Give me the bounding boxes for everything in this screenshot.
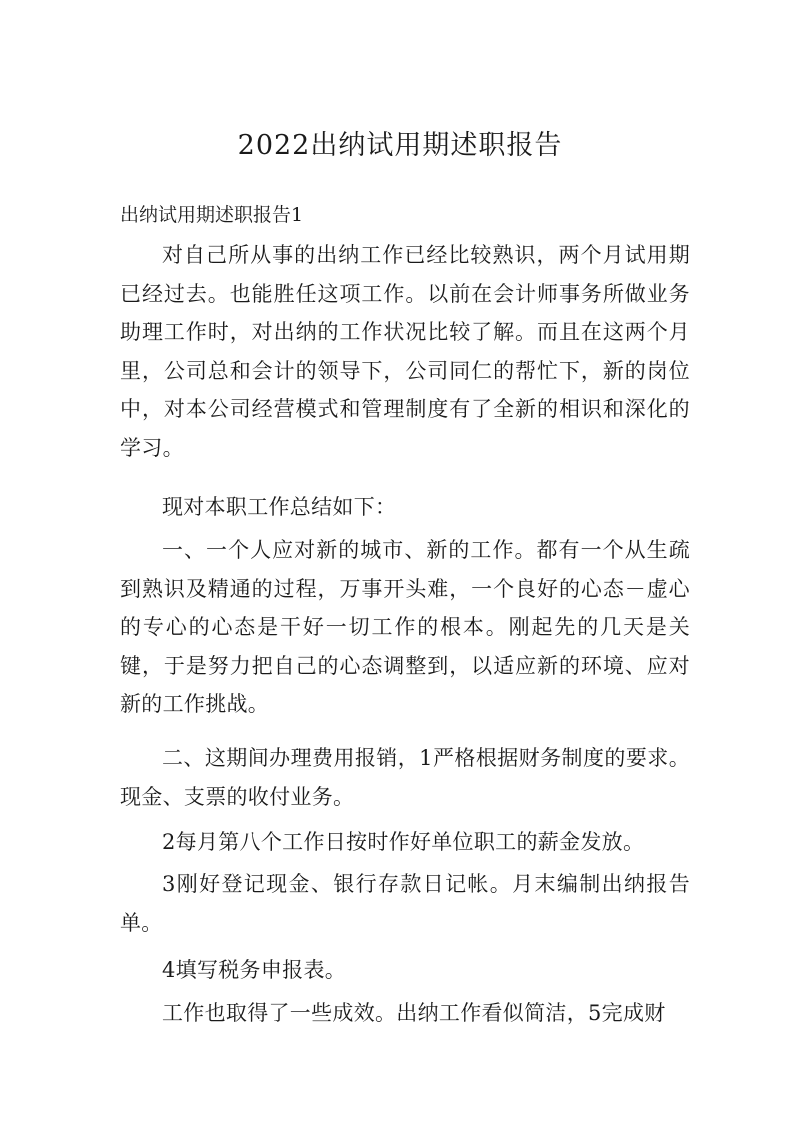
paragraph-results: 工作也取得了一些成效。出纳工作看似简洁，5完成财	[162, 1001, 666, 1025]
paragraph-item-2: 2每月第八个工作日按时作好单位职工的薪金发放。	[162, 830, 645, 854]
paragraph-point-one: 一、一个人应对新的城市、新的工作。都有一个从生疏到熟识及精通的过程，万事开头难，一个良好的心态－虚心的专心的心态是干好一切工作的根本。刚起先的几天是关键，于是努力把自己的心态调整到，以适应新的环境、应对新的工作挑战。	[120, 538, 690, 717]
paragraph-item-3: 3刚好登记现金、银行存款日记帐。月末编制出纳报告单。	[120, 872, 690, 935]
paragraph-intro: 对自己所从事的出纳工作已经比较熟识，两个月试用期已经过去。也能胜任这项工作。以前在会计师事务所做业务助理工作时，对出纳的工作状况比较了解。而且在这两个月里，公司总和会计的领导下，公司同仁的帮忙下，新的岗位中，对本公司经营模式和管理制度有了全新的相识和深化的学习。	[120, 243, 690, 460]
paragraph-summary-lead: 现对本职工作总结如下：	[162, 495, 397, 519]
paragraph-item-4: 4填写税务申报表。	[162, 958, 347, 982]
paragraph-point-two: 二、这期间办理费用报销，1严格根据财务制度的要求。现金、支票的收付业务。	[120, 746, 690, 809]
section-heading: 出纳试用期述职报告1	[120, 204, 304, 226]
document-title: 2022出纳试用期述职报告	[237, 130, 563, 161]
